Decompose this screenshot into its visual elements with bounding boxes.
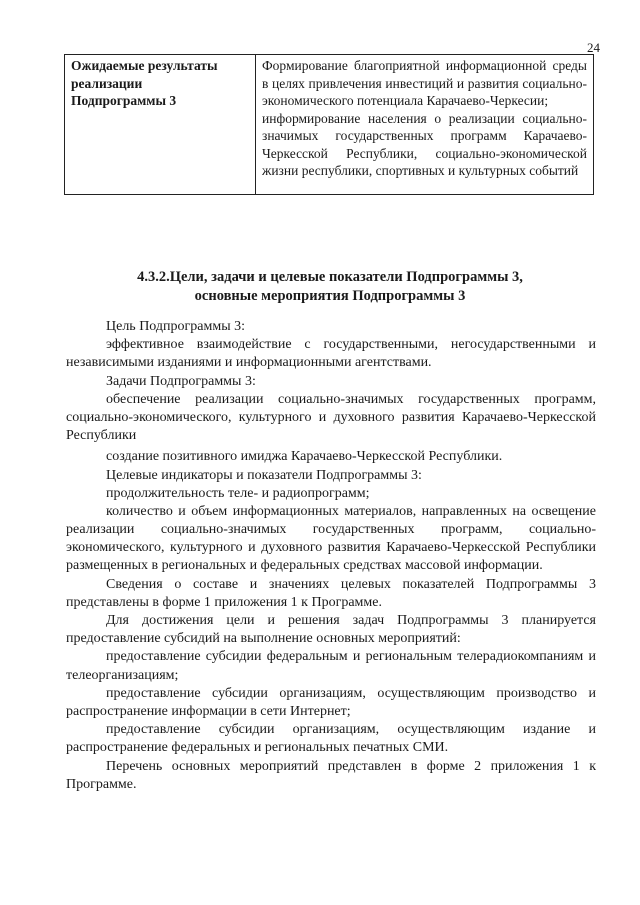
expected-results-table bbox=[64, 54, 594, 195]
section-heading bbox=[60, 268, 600, 306]
results-label-line: Подпрограммы 3 bbox=[71, 93, 177, 109]
section-body bbox=[66, 318, 596, 794]
paragraph-tasks-heading: Задачи Подпрограммы 3: bbox=[106, 373, 256, 389]
paragraph-indicators-info: Сведения о составе и значениях целевых показателей Подпрограммы 3 представлены в форме 1 приложения 1 к Программе. bbox=[66, 576, 596, 610]
section-heading-line: 4.3.2.Цели, задачи и целевые показатели Подпрограммы 3, bbox=[137, 269, 523, 285]
paragraph-indicator: продолжительность теле- и радиопрограмм; bbox=[106, 485, 370, 501]
paragraph-measure: предоставление субсидии организациям, осуществляющим издание и распространение федеральных и региональных печатных СМИ. bbox=[66, 722, 596, 756]
paragraph-indicator: количество и объем информационных материалов, направленных на освещение реализации социально-значимых государственных программ, социально-экономического, культурного и духовного развития Карачаево-Черкесской Республики размещенных в региональных и федеральных средствах массовой информации. bbox=[66, 503, 596, 574]
paragraph-measures-list: Перечень основных мероприятий представлен в форме 2 приложения 1 к Программе. bbox=[66, 758, 596, 792]
table-row bbox=[65, 55, 594, 195]
paragraph-task: создание позитивного имиджа Карачаево-Черкесской Республики. bbox=[106, 449, 503, 465]
results-content-item: информирование населения о реализации социально-значимых государственных программ Карачаево-Черкесской Республики, социально-экономической жизни республики, спортивных и культурных событий bbox=[262, 110, 587, 179]
paragraph-measures-intro: Для достижения цели и решения задач Подпрограммы 3 планируется предоставление субсидий на выполнение основных мероприятий: bbox=[66, 613, 596, 647]
page-number: 24 bbox=[587, 40, 600, 55]
paragraph-goal-heading: Цель Подпрограммы 3: bbox=[106, 319, 245, 334]
paragraph-indicators-heading: Целевые индикаторы и показатели Подпрограммы 3: bbox=[106, 467, 422, 483]
results-content-item: Формирование благоприятной информационной среды в целях привлечения инвестиций и развития социально-экономического потенциала Карачаево-Черкесии; bbox=[262, 58, 587, 109]
results-label-line: реализации bbox=[71, 75, 143, 91]
paragraph-measure: предоставление субсидии организациям, осуществляющим производство и распространение информации в сети Интернет; bbox=[66, 685, 596, 719]
section-heading-line: основные мероприятия Подпрограммы 3 bbox=[194, 287, 466, 304]
results-content-cell bbox=[256, 55, 594, 195]
results-label-cell bbox=[65, 55, 256, 195]
results-label-line: Ожидаемые результаты bbox=[71, 58, 218, 73]
paragraph-task: обеспечение реализации социально-значимых государственных программ, социально-экономического, культурного и духовного развития Карачаево-Черкесской Республики bbox=[66, 391, 596, 444]
paragraph-goal: эффективное взаимодействие с государственными, негосударственными и независимыми изданиями и информационными агентствами. bbox=[66, 337, 596, 371]
paragraph-measure: предоставление субсидии федеральным и региональным телерадиокомпаниям и телеорганизациям; bbox=[66, 649, 596, 683]
